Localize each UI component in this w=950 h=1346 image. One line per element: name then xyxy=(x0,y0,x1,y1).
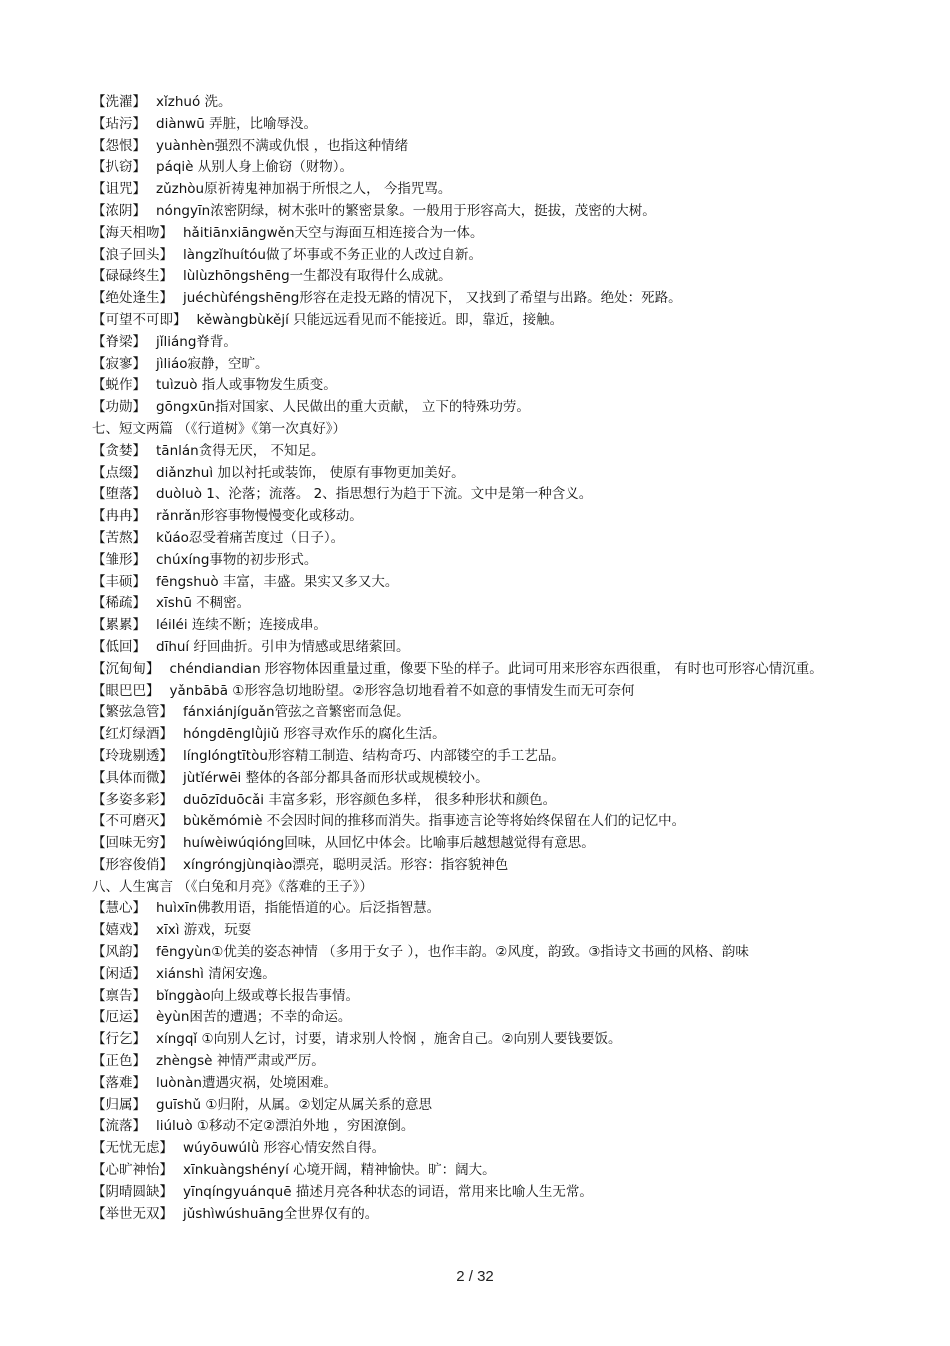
entry-definition: diǎnzhuì 加以衬托或装饰， 使原有事物更加美好。 xyxy=(156,464,465,481)
vocabulary-entry xyxy=(92,550,852,572)
vocabulary-entry xyxy=(92,484,852,506)
vocabulary-entry xyxy=(92,964,852,986)
vocabulary-entry xyxy=(92,397,852,419)
vocabulary-entry xyxy=(92,920,852,942)
entry-term: 【落难】 xyxy=(92,1074,146,1091)
vocabulary-entry xyxy=(92,681,852,703)
entry-term: 【嬉戏】 xyxy=(92,922,146,939)
entry-term: 【怨恨】 xyxy=(92,137,146,154)
vocabulary-entry xyxy=(92,245,852,267)
vocabulary-entry xyxy=(92,1007,852,1029)
entry-term: 【诅咒】 xyxy=(92,181,146,198)
entry-definition: gōngxūn指对国家、人民做出的重大贡献， 立下的特殊功劳。 xyxy=(156,399,530,416)
entry-definition: yuànhèn强烈不满或仇恨 ，也指这种情绪 xyxy=(156,137,409,154)
entry-definition: xīshū 不稠密。 xyxy=(156,595,251,612)
entry-definition: fánxiánjíguǎn管弦之音繁密而急促。 xyxy=(183,704,410,721)
vocabulary-list xyxy=(92,92,852,1225)
entry-term: 【累累】 xyxy=(92,617,146,634)
vocabulary-entry xyxy=(92,223,852,245)
entry-term: 【玷污】 xyxy=(92,115,146,132)
vocabulary-entry xyxy=(92,288,852,310)
vocabulary-entry xyxy=(92,659,852,681)
entry-term: 【眼巴巴】 xyxy=(92,682,160,699)
vocabulary-entry xyxy=(92,702,852,724)
vocabulary-entry xyxy=(92,441,852,463)
vocabulary-entry xyxy=(92,375,852,397)
entry-definition: yǎnbābā ①形容急切地盼望。②形容急切地看着不如意的事情发生而无可奈何 xyxy=(169,682,635,699)
vocabulary-entry xyxy=(92,746,852,768)
entry-definition: jǐliáng脊背。 xyxy=(156,333,237,350)
entry-definition: diànwū 弄脏，比喻辱没。 xyxy=(156,115,318,132)
entry-definition: xíngróngjùnqiào漂亮，聪明灵活。形容：指容貌神色 xyxy=(183,856,509,873)
entry-definition: xíngqǐ ①向别人乞讨，讨要，请求别人怜悯 ，施舍自己。②向别人要钱要饭。 xyxy=(156,1031,622,1048)
entry-term: 【浓阴】 xyxy=(92,202,146,219)
vocabulary-entry xyxy=(92,724,852,746)
vocabulary-entry xyxy=(92,157,852,179)
vocabulary-entry xyxy=(92,1160,852,1182)
entry-definition: èyùn困苦的遭遇；不幸的命运。 xyxy=(156,1009,352,1026)
entry-term: 【雏形】 xyxy=(92,551,146,568)
entry-definition: wúyōuwúlǜ 形容心情安然自得。 xyxy=(183,1140,386,1157)
entry-term: 【稀疏】 xyxy=(92,595,146,612)
section-heading xyxy=(92,877,852,899)
vocabulary-entry xyxy=(92,1095,852,1117)
vocabulary-entry xyxy=(92,1051,852,1073)
entry-definition: liúluò ①移动不定②漂泊外地 ，穷困潦倒。 xyxy=(156,1118,415,1135)
entry-term: 【扒窃】 xyxy=(92,159,146,176)
vocabulary-entry xyxy=(92,266,852,288)
entry-definition: duōzīduōcǎi 丰富多彩，形容颜色多样， 很多种形状和颜色。 xyxy=(183,791,557,808)
vocabulary-entry xyxy=(92,463,852,485)
entry-definition: nóngyīn浓密阴绿，树木张叶的繁密景象。一般用于形容高大，挺拔，茂密的大树。 xyxy=(156,202,656,219)
entry-term: 【形容俊俏】 xyxy=(92,856,173,873)
vocabulary-entry xyxy=(92,1182,852,1204)
entry-definition: juéchùféngshēng形容在走投无路的情况下， 又找到了希望与出路。绝处：死路。 xyxy=(183,290,682,307)
entry-definition: zǔzhòu原祈祷鬼神加祸于所恨之人， 今指咒骂。 xyxy=(156,181,452,198)
entry-definition: jìliáo寂静，空旷。 xyxy=(156,355,269,372)
entry-definition: tānlán贪得无厌， 不知足。 xyxy=(156,442,325,459)
vocabulary-entry xyxy=(92,1204,852,1226)
entry-definition: bùkěmómiè 不会因时间的推移而消失。指事迹言论等将始终保留在人们的记忆中。 xyxy=(183,813,686,830)
entry-definition: làngzǐhuítóu做了坏事或不务正业的人改过自新。 xyxy=(183,246,482,263)
section-heading xyxy=(92,419,852,441)
entry-definition: duòluò 1、沦落；流落。 2、指思想行为趋于下流。文中是第一种含义。 xyxy=(156,486,593,503)
entry-term: 【红灯绿酒】 xyxy=(92,726,173,743)
vocabulary-entry xyxy=(92,637,852,659)
entry-definition: chúxíng事物的初步形式。 xyxy=(156,551,318,568)
entry-term: 【海天相吻】 xyxy=(92,224,173,241)
entry-term: 【禀告】 xyxy=(92,987,146,1004)
vocabulary-entry xyxy=(92,114,852,136)
entry-definition: dīhuí 纡回曲折。引申为情感或思绪萦回。 xyxy=(156,638,410,655)
entry-term: 【具体而微】 xyxy=(92,769,173,786)
vocabulary-entry xyxy=(92,833,852,855)
entry-definition: jǔshìwúshuāng全世界仅有的。 xyxy=(183,1205,379,1222)
entry-definition: huíwèiwúqióng回味，从回忆中体会。比喻事后越想越觉得有意思。 xyxy=(183,835,595,852)
entry-definition: jùtǐérwēi 整体的各部分都具备而形状或规模较小。 xyxy=(183,769,489,786)
vocabulary-entry xyxy=(92,201,852,223)
entry-definition: bǐnggào向上级或尊长报告事情。 xyxy=(156,987,360,1004)
entry-term: 【不可磨灭】 xyxy=(92,813,173,830)
entry-definition: guīshǔ ①归附，从属。②划定从属关系的意思 xyxy=(156,1096,433,1113)
entry-term: 【多姿多彩】 xyxy=(92,791,173,808)
entry-term: 【冉冉】 xyxy=(92,508,146,525)
entry-term: 【功勋】 xyxy=(92,399,146,416)
entry-term: 【风韵】 xyxy=(92,944,146,961)
entry-term: 【闲适】 xyxy=(92,965,146,982)
vocabulary-entry xyxy=(92,811,852,833)
entry-term: 【繁弦急管】 xyxy=(92,704,173,721)
entry-definition: páqiè 从别人身上偷窃（财物）。 xyxy=(156,159,354,176)
vocabulary-entry xyxy=(92,354,852,376)
vocabulary-entry xyxy=(92,1138,852,1160)
vocabulary-entry xyxy=(92,332,852,354)
entry-term: 【蜕作】 xyxy=(92,377,146,394)
entry-term: 【沉甸甸】 xyxy=(92,660,160,677)
vocabulary-entry xyxy=(92,528,852,550)
entry-definition: lùlùzhōngshēng一生都没有取得什么成就。 xyxy=(183,268,452,285)
entry-term: 【绝处逢生】 xyxy=(92,290,173,307)
vocabulary-entry xyxy=(92,506,852,528)
entry-definition: rǎnrǎn形容事物慢慢变化或移动。 xyxy=(156,508,363,525)
entry-term: 【阴晴圆缺】 xyxy=(92,1183,173,1200)
vocabulary-entry xyxy=(92,310,852,332)
entry-term: 【行乞】 xyxy=(92,1031,146,1048)
entry-definition: xiánshì 清闲安逸。 xyxy=(156,965,276,982)
entry-term: 【堕落】 xyxy=(92,486,146,503)
entry-term: 【厄运】 xyxy=(92,1009,146,1026)
entry-term: 【举世无双】 xyxy=(92,1205,173,1222)
page-number: 2 / 32 xyxy=(456,1268,494,1285)
vocabulary-entry xyxy=(92,855,852,877)
entry-term: 【浪子回头】 xyxy=(92,246,173,263)
vocabulary-entry xyxy=(92,790,852,812)
vocabulary-entry xyxy=(92,768,852,790)
entry-definition: línglóngtītòu形容精工制造、结构奇巧、内部镂空的手工艺品。 xyxy=(183,747,565,764)
vocabulary-entry xyxy=(92,1029,852,1051)
entry-definition: zhèngsè 神情严肃或严厉。 xyxy=(156,1053,325,1070)
entry-definition: fēngyùn①优美的姿态神情 （多用于女子 ），也作丰韵。②风度，韵致。③指诗文书画的风格、韵味 xyxy=(156,944,749,961)
entry-definition: hóngdēnglǜjiǔ 形容寻欢作乐的腐化生活。 xyxy=(183,726,446,743)
entry-definition: tuìzuò 指人或事物发生质变。 xyxy=(156,377,337,394)
entry-definition: xǐzhuó 洗。 xyxy=(156,94,232,110)
entry-definition: hǎitiānxiāngwěn天空与海面互相连接合为一体。 xyxy=(183,224,484,241)
entry-term: 【心旷神怡】 xyxy=(92,1162,173,1179)
vocabulary-entry xyxy=(92,1116,852,1138)
entry-term: 【点缀】 xyxy=(92,464,146,481)
entry-definition: chéndiandian 形容物体因重量过重，像要下坠的样子。此词可用来形容东西很重， 有时也可形容心情沉重。 xyxy=(169,660,823,677)
entry-term: 【慧心】 xyxy=(92,900,146,917)
entry-definition: kěwàngbùkějí 只能远远看见而不能接近。即，靠近，接触。 xyxy=(196,311,564,328)
entry-definition: xīnkuàngshényí 心境开阔，精神愉快。旷：阔大。 xyxy=(183,1162,496,1179)
entry-definition: kǔáo忍受着痛苦度过（日子）。 xyxy=(156,529,345,546)
entry-term: 【无忧无虑】 xyxy=(92,1140,173,1157)
entry-term: 【苦熬】 xyxy=(92,529,146,546)
entry-definition: fēngshuò 丰富，丰盛。果实又多又大。 xyxy=(156,573,399,590)
vocabulary-entry xyxy=(92,179,852,201)
vocabulary-entry xyxy=(92,572,852,594)
section-heading-text: 八、人生寓言 （《白兔和月亮》《落难的王子》） xyxy=(92,878,374,895)
section-heading-text: 七、短文两篇 （《行道树》《第一次真好》） xyxy=(92,420,347,437)
entry-term: 【正色】 xyxy=(92,1053,146,1070)
entry-term: 【碌碌终生】 xyxy=(92,268,173,285)
vocabulary-entry xyxy=(92,593,852,615)
entry-term: 【低回】 xyxy=(92,638,146,655)
entry-term: 【玲珑剔透】 xyxy=(92,747,173,764)
vocabulary-entry xyxy=(92,942,852,964)
entry-term: 【丰硕】 xyxy=(92,573,146,590)
entry-term: 【脊梁】 xyxy=(92,333,146,350)
entry-term: 【归属】 xyxy=(92,1096,146,1113)
vocabulary-entry xyxy=(92,898,852,920)
entry-definition: léiléi 连续不断；连接成串。 xyxy=(156,617,327,634)
entry-term: 【洗濯】 xyxy=(92,94,146,110)
entry-definition: huìxīn佛教用语，指能悟道的心。后泛指智慧。 xyxy=(156,900,441,917)
vocabulary-entry xyxy=(92,986,852,1008)
entry-definition: yīnqíngyuánquē 描述月亮各种状态的词语，常用来比喻人生无常。 xyxy=(183,1183,593,1200)
entry-term: 【寂寥】 xyxy=(92,355,146,372)
entry-definition: xīxì 游戏，玩耍 xyxy=(156,922,252,939)
vocabulary-entry xyxy=(92,136,852,158)
vocabulary-entry xyxy=(92,92,852,114)
vocabulary-entry xyxy=(92,1073,852,1095)
entry-term: 【回味无穷】 xyxy=(92,835,173,852)
entry-definition: luònàn遭遇灾祸，处境困难。 xyxy=(156,1074,337,1091)
entry-term: 【流落】 xyxy=(92,1118,146,1135)
entry-term: 【贪婪】 xyxy=(92,442,146,459)
entry-term: 【可望不可即】 xyxy=(92,311,187,328)
vocabulary-entry xyxy=(92,615,852,637)
